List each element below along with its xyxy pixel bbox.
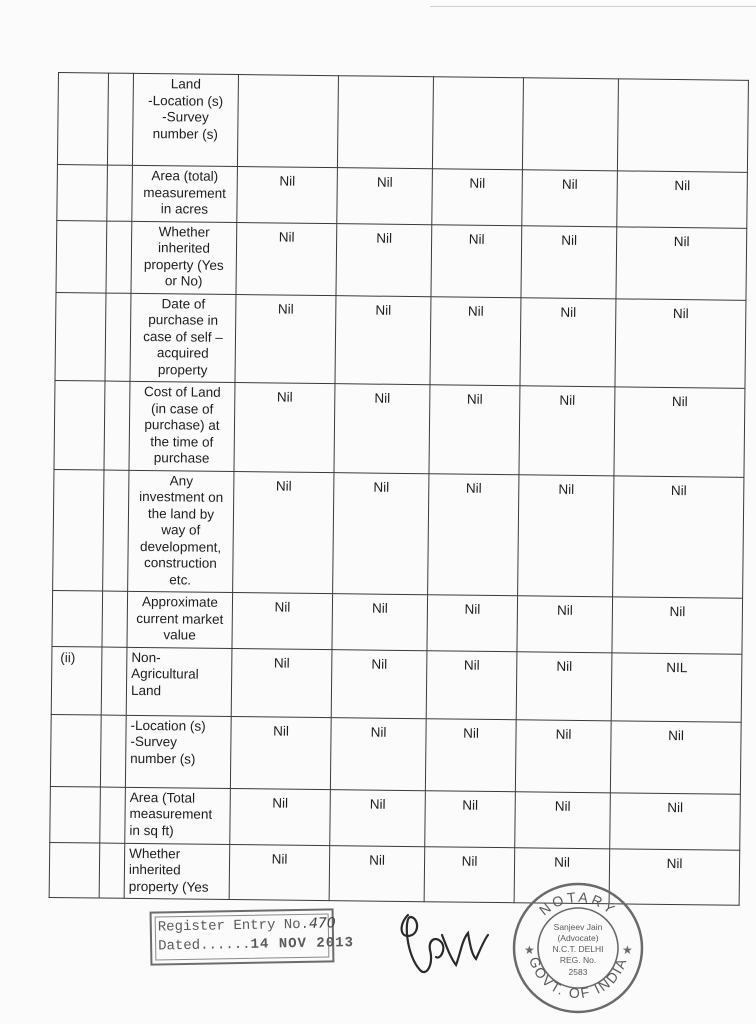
value-cell: Nil	[612, 597, 743, 654]
row-label-cell: Whether inherited property (Yes or No)	[131, 221, 237, 294]
value-cell	[432, 77, 523, 170]
notary-bottom-text: GOVT. OF INDIA	[526, 954, 630, 1002]
value-cell: Nil	[431, 224, 522, 297]
value-cell: Nil	[234, 383, 335, 473]
notary-star-right: ★	[622, 943, 633, 957]
svg-text:NOTARY	[536, 889, 620, 919]
row-number-cell	[54, 380, 105, 469]
register-dated-label: Dated	[158, 937, 201, 955]
value-cell: Nil	[233, 471, 334, 594]
value-cell: Nil	[521, 225, 617, 298]
row-label-cell: Whether inherited property (Yes	[124, 843, 230, 900]
spacer-cell	[99, 843, 125, 899]
row-number-cell	[52, 590, 103, 646]
spacer-cell	[104, 381, 130, 470]
notary-top-text: NOTARY	[536, 888, 621, 919]
spacer-cell	[102, 591, 128, 647]
value-cell: Nil	[331, 649, 427, 718]
value-cell: Nil	[235, 294, 336, 384]
value-cell: Nil	[330, 717, 426, 790]
row-label-cell: Approximate current market value	[127, 591, 233, 648]
value-cell: Nil	[427, 595, 518, 652]
row-number-cell	[55, 292, 106, 381]
land-assets-table	[49, 72, 749, 906]
value-cell: Nil	[432, 169, 523, 226]
row-label-cell: Any investment on the land by way of development, construction etc.	[128, 470, 234, 593]
row-number-cell	[50, 714, 101, 787]
value-cell: Nil	[231, 648, 332, 717]
value-cell: Nil	[515, 791, 611, 848]
table-row	[57, 164, 748, 227]
notary-reg: REG. No.	[559, 955, 597, 965]
row-label-cell: Area (total) measurement in acres	[132, 165, 238, 222]
value-cell: Nil	[337, 168, 433, 225]
value-cell: Nil	[329, 845, 425, 902]
value-cell: Nil	[425, 718, 516, 791]
spacer-cell	[101, 647, 127, 715]
register-dated-dots: ......	[200, 936, 251, 954]
value-cell: Nil	[429, 385, 520, 475]
spacer-cell	[103, 470, 129, 592]
spacer-cell	[106, 221, 132, 293]
spacer-cell	[107, 165, 133, 221]
notary-role: (Advocate)	[557, 933, 599, 943]
row-label-cell: Cost of Land (in case of purchase) at the time of purchase	[129, 381, 235, 471]
value-cell: Nil	[520, 297, 616, 387]
spacer-cell	[105, 293, 131, 382]
notary-star-left: ★	[524, 943, 535, 957]
value-cell: Nil	[515, 719, 611, 792]
value-cell: Nil	[609, 848, 740, 905]
value-cell: Nil	[229, 844, 330, 901]
assets-table-wrap	[49, 72, 749, 906]
value-cell: Nil	[424, 846, 515, 903]
value-cell: Nil	[610, 720, 741, 793]
value-cell	[522, 78, 618, 171]
register-entry-label: Register Entry No.	[157, 916, 310, 936]
row-number-cell: (ii)	[51, 646, 102, 715]
value-cell	[237, 75, 338, 168]
row-number-cell	[57, 73, 108, 166]
value-cell	[337, 76, 433, 169]
spacer-cell	[100, 715, 126, 787]
row-label-cell: Date of purchase in case of self – acquired property	[130, 293, 236, 383]
value-cell: Nil	[519, 386, 615, 476]
value-cell: Nil	[616, 226, 747, 299]
table-row	[56, 220, 747, 300]
value-cell: Nil	[522, 170, 618, 227]
notary-place: N.C.T. DELHI	[552, 944, 604, 954]
spacer-cell	[107, 73, 133, 165]
value-cell: Nil	[334, 384, 430, 474]
table-body	[49, 73, 748, 906]
table-row	[57, 73, 748, 173]
value-cell: Nil	[230, 716, 331, 789]
row-label-cell: Area (Total measurement in sq ft)	[125, 787, 231, 844]
table-row	[55, 292, 746, 388]
value-cell: Nil	[428, 473, 519, 596]
row-label-cell: Land -Location (s) -Survey number (s)	[132, 73, 238, 166]
value-cell: Nil	[516, 651, 612, 720]
value-cell: Nil	[610, 792, 741, 849]
register-entry-stamp	[150, 908, 355, 965]
register-dated-value: 14 NOV 2013	[250, 935, 355, 953]
table-row	[53, 469, 744, 598]
value-cell: Nil	[230, 788, 331, 845]
table-row	[50, 786, 741, 850]
scan-edge-line	[430, 6, 756, 7]
register-entry-number: 470	[308, 915, 336, 932]
value-cell: Nil	[514, 847, 610, 904]
value-cell: Nil	[236, 222, 337, 295]
notary-seal	[510, 880, 646, 1016]
value-cell: Nil	[425, 790, 516, 847]
table-row	[52, 590, 743, 653]
value-cell: Nil	[426, 650, 517, 719]
value-cell: Nil	[617, 171, 748, 228]
value-cell: Nil	[517, 596, 613, 653]
value-cell: Nil	[614, 387, 745, 477]
register-entry-line	[158, 915, 336, 935]
notary-name: Sanjeev Jain	[553, 922, 603, 932]
value-cell: Nil	[335, 295, 431, 385]
table-row	[54, 380, 745, 476]
value-cell	[617, 79, 748, 172]
spacer-cell	[100, 787, 126, 843]
register-dated-line	[158, 935, 354, 954]
row-number-cell	[56, 220, 107, 293]
handwritten-signature	[390, 895, 500, 985]
value-cell: Nil	[615, 298, 746, 388]
value-cell: NIL	[611, 652, 742, 721]
table-row	[50, 714, 741, 794]
value-cell: Nil	[333, 472, 429, 595]
value-cell: Nil	[613, 475, 744, 598]
value-cell: Nil	[237, 167, 338, 224]
table-row	[51, 646, 742, 722]
value-cell: Nil	[518, 474, 614, 597]
row-number-cell	[53, 469, 104, 591]
row-number-cell	[57, 164, 108, 220]
value-cell: Nil	[232, 593, 333, 650]
row-label-cell: -Location (s) -Survey number (s)	[125, 715, 231, 788]
value-cell: Nil	[336, 223, 432, 296]
notary-number: 2583	[568, 967, 588, 977]
value-cell: Nil	[330, 789, 426, 846]
value-cell: Nil	[332, 594, 428, 651]
row-number-cell	[49, 842, 100, 898]
row-number-cell	[50, 786, 101, 843]
row-label-cell: Non- Agricultural Land	[126, 647, 232, 716]
value-cell: Nil	[430, 296, 521, 386]
